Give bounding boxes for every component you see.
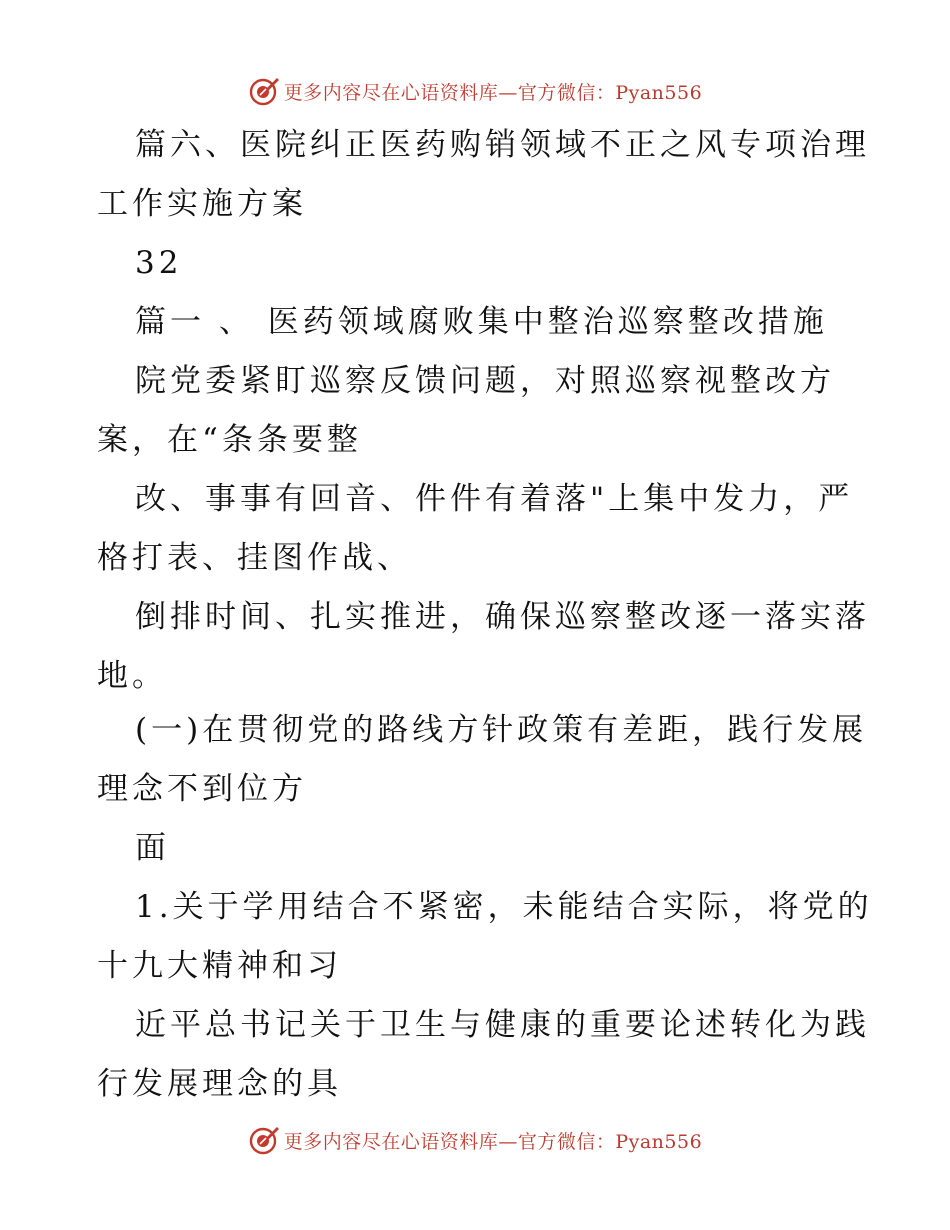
watermark-dash: — bbox=[498, 81, 518, 104]
watermark-banner-bottom bbox=[0, 1120, 950, 1160]
text-line: 倒排时间、扎实推进，确保巡察整改逐一落实落 bbox=[135, 599, 870, 635]
watermark-brand: 更多内容尽在心语资料库 bbox=[283, 1130, 499, 1153]
text-line: 32 bbox=[135, 245, 183, 281]
text-line: 院党委紧盯巡察反馈问题，对照巡察视整改方 bbox=[135, 363, 835, 399]
text-line: 工作实施方案 bbox=[97, 186, 307, 222]
text-line: 案，在“条条要整 bbox=[97, 422, 362, 458]
text-line: 地。 bbox=[97, 658, 167, 694]
text-line: 篇一 、 医药领域腐败集中整治巡察整改措施 bbox=[135, 304, 828, 340]
watermark-brand: 更多内容尽在心语资料库 bbox=[283, 81, 499, 104]
text-line: 改、事事有回音、件件有着落"上集中发力，严 bbox=[135, 481, 854, 517]
text-line: 行发展理念的具 bbox=[97, 1066, 342, 1102]
text-line: 面 bbox=[135, 830, 170, 866]
watermark-wechat-label: 官方微信： bbox=[517, 81, 616, 104]
text-line: 1.关于学用结合不紧密，未能结合实际，将党的 bbox=[135, 889, 873, 925]
text-line: (一)在贯彻党的路线方针政策有差距，践行发展 bbox=[135, 712, 868, 748]
text-line: 十九大精神和习 bbox=[97, 948, 342, 984]
watermark-dash: — bbox=[498, 1130, 518, 1153]
watermark-wechat-label: 官方微信： bbox=[517, 1130, 616, 1153]
text-line: 格打表、挂图作战、 bbox=[97, 540, 412, 576]
text-line: 篇六、医院纠正医药购销领域不正之风专项治理 bbox=[135, 127, 870, 163]
text-line: 理念不到位方 bbox=[97, 771, 307, 807]
watermark-wechat-id: Pyan556 bbox=[615, 1130, 703, 1153]
quill-seal-icon bbox=[248, 1124, 280, 1156]
text-line: 近平总书记关于卫生与健康的重要论述转化为践 bbox=[135, 1007, 870, 1043]
watermark-wechat-id: Pyan556 bbox=[615, 81, 703, 104]
